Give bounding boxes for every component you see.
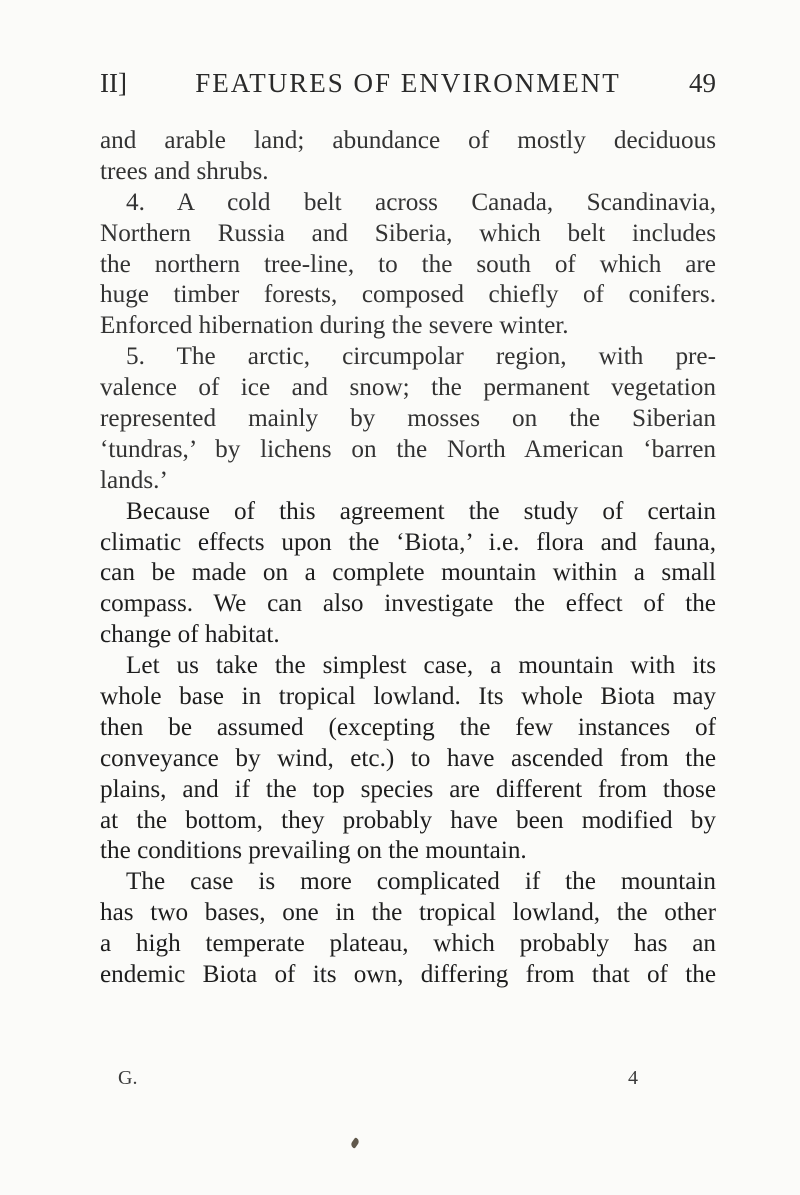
text-line: lands.’ <box>100 466 168 494</box>
running-head-title: FEATURES OF ENVIRONMENT <box>195 68 621 98</box>
signature-line <box>118 1067 638 1095</box>
text-line: endemic Biota of its own, differing from that of the <box>100 961 716 989</box>
text-line: trees and shrubs. <box>100 157 269 185</box>
text-line: then be assumed (excepting the few instances of <box>100 713 716 741</box>
text-line: the conditions prevailing on the mountain. <box>100 837 527 865</box>
running-head <box>100 68 716 108</box>
text-line: a high temperate plateau, which probably has an <box>100 930 716 958</box>
text-line: ‘tundras,’ by lichens on the North American ‘barren <box>100 435 716 463</box>
chapter-number: II] <box>100 68 127 98</box>
text-line: conveyance by wind, etc.) to have ascended from the <box>100 744 716 772</box>
text-line: Northern Russia and Siberia, which belt includes <box>100 219 716 247</box>
paragraph-first-line: Let us take the simplest case, a mountain with its <box>126 652 716 680</box>
text-line: the northern tree-line, to the south of which are <box>100 250 716 278</box>
paragraph-first-line: 5. The arctic, circumpolar region, with pre- <box>126 343 716 371</box>
text-line: at the bottom, they probably have been modified by <box>100 806 716 834</box>
text-line: huge timber forests, composed chiefly of conifers. <box>100 281 716 309</box>
text-line: Enforced hibernation during the severe winter. <box>100 312 569 340</box>
text-line: plains, and if the top species are different from those <box>100 775 716 803</box>
text-line: has two bases, one in the tropical lowland, the other <box>100 899 716 927</box>
body-text <box>100 126 716 991</box>
signature-mark: G. <box>118 1067 138 1089</box>
ink-speck <box>350 1137 361 1149</box>
signature-number: 4 <box>628 1067 638 1089</box>
text-line: climatic effects upon the ‘Biota,’ i.e. flora and fauna, <box>100 528 716 556</box>
text-line: and arable land; abundance of mostly deciduous <box>100 127 716 154</box>
paragraph-first-line: The case is more complicated if the mountain <box>126 868 716 896</box>
text-line: can be made on a complete mountain within a small <box>100 559 716 587</box>
text-line: represented mainly by mosses on the Siberian <box>100 405 716 433</box>
text-line: change of habitat. <box>100 621 280 649</box>
text-line: compass. We can also investigate the effect of the <box>100 590 716 618</box>
paragraph-first-line: 4. A cold belt across Canada, Scandinavia, <box>126 188 716 216</box>
text-line: whole base in tropical lowland. Its whole Biota may <box>100 683 716 711</box>
text-line: valence of ice and snow; the permanent vegetation <box>100 374 716 402</box>
page-number: 49 <box>689 68 716 98</box>
paragraph-first-line: Because of this agreement the study of certain <box>126 497 716 525</box>
